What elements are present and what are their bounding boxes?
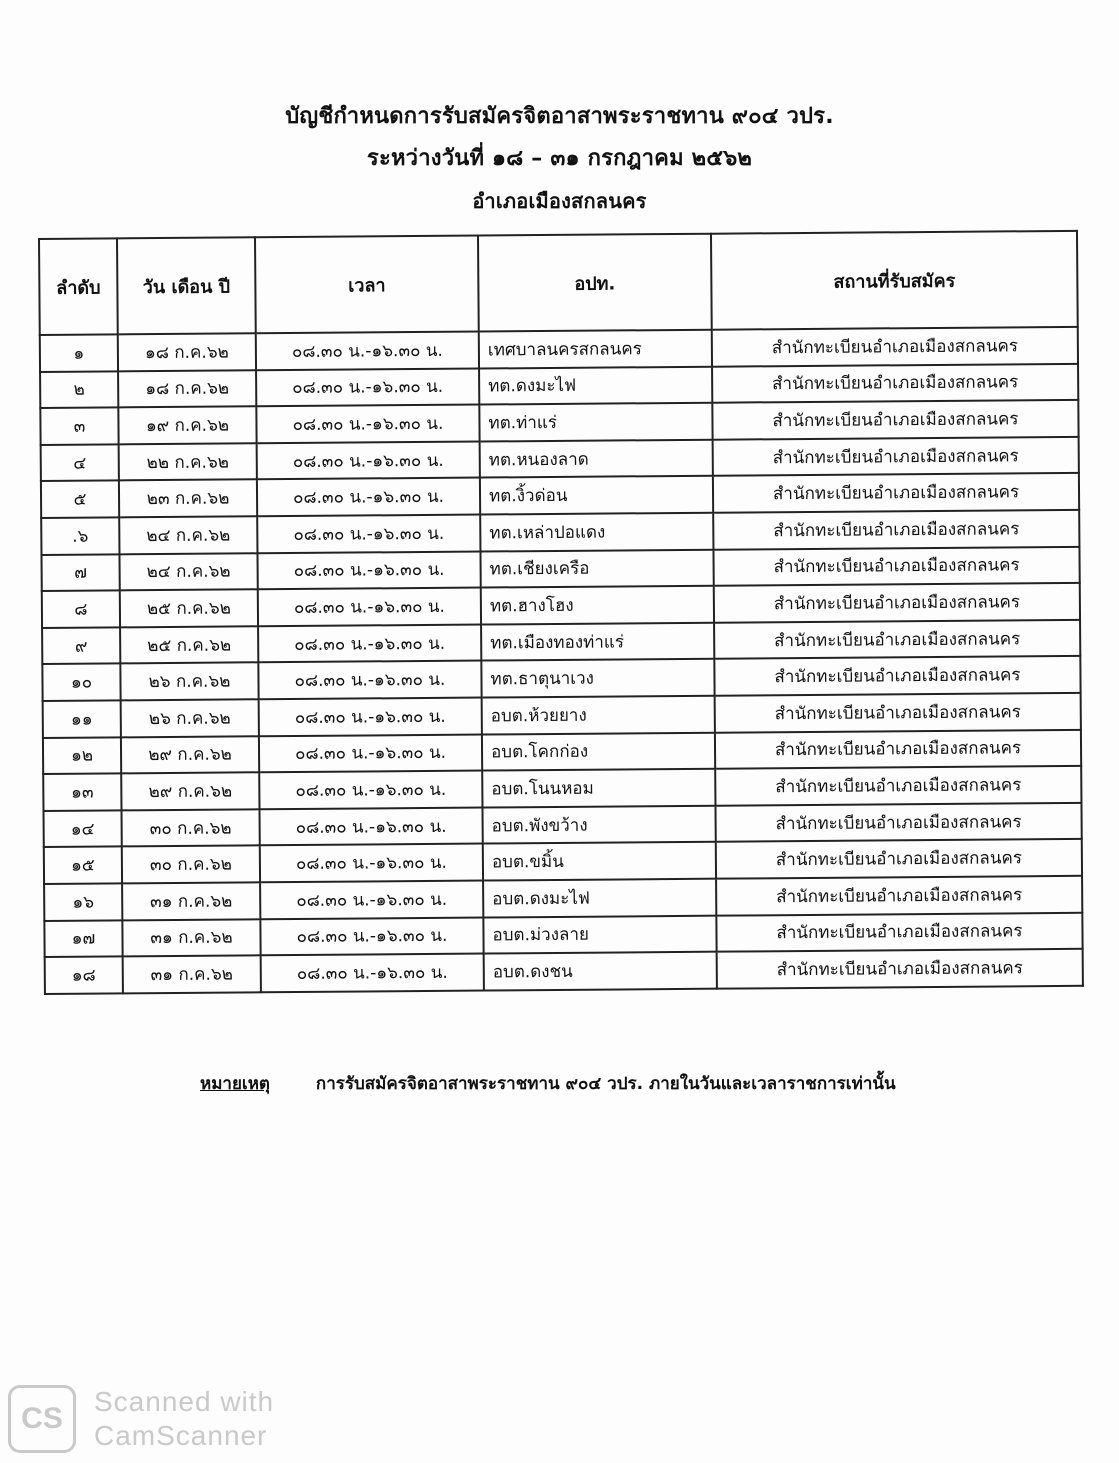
- cell-date: ๓๑ ก.ค.๖๒: [122, 882, 260, 920]
- cell-org: อบต.พังขว้าง: [482, 805, 715, 843]
- document-title: บัญชีกำหนดการรับสมัครจิตอาสาพระราชทาน ๙๐๔ วปร.: [285, 104, 834, 129]
- cell-place: สำนักทะเบียนอำเภอเมืองสกลนคร: [716, 839, 1082, 878]
- cell-no: ๑: [40, 334, 118, 371]
- watermark-line1: Scanned with: [94, 1386, 275, 1417]
- note-label: หมายเหตุ: [200, 1074, 270, 1094]
- cell-date: ๒๕ ก.ค.๖๒: [120, 626, 258, 664]
- cell-no: ๓: [40, 408, 118, 445]
- cell-no: ๑๗: [44, 920, 122, 957]
- cell-place: สำนักทะเบียนอำเภอเมืองสกลนคร: [714, 656, 1080, 695]
- cell-date: ๒๔ ก.ค.๖๒: [119, 516, 257, 554]
- header-place: สถานที่รับสมัคร: [711, 231, 1078, 330]
- cell-org: ทต.งิ้วด่อน: [480, 476, 713, 514]
- cell-org: ทต.ท่าแร่: [479, 403, 712, 441]
- cell-no: ๑๑: [43, 700, 121, 737]
- scanner-watermark: [8, 1385, 274, 1453]
- cell-org: อบต.ม่วงลาย: [483, 915, 716, 953]
- header-no: ลำดับ: [39, 238, 118, 335]
- cell-time: ๐๘.๓๐ น.-๑๖.๓๐ น.: [261, 954, 484, 992]
- cell-date: ๒๓ ก.ค.๖๒: [119, 480, 257, 518]
- cell-place: สำนักทะเบียนอำเภอเมืองสกลนคร: [716, 912, 1082, 951]
- header-date: วัน เดือน ปี: [117, 237, 256, 334]
- document-title-block: [0, 96, 1119, 222]
- cell-org: ทต.ฮางโฮง: [481, 586, 714, 624]
- table-row: [45, 949, 1083, 994]
- cell-org: เทศบาลนครสกลนคร: [479, 330, 712, 368]
- cell-place: สำนักทะเบียนอำเภอเมืองสกลนคร: [715, 766, 1081, 805]
- cell-no: ๑๓: [43, 773, 121, 810]
- cell-date: ๓๐ ก.ค.๖๒: [122, 846, 260, 884]
- header-org: อปท.: [478, 234, 712, 332]
- cell-org: อบต.โคกก่อง: [482, 732, 715, 770]
- cell-no: ๑๔: [43, 810, 121, 847]
- cell-time: ๐๘.๓๐ น.-๑๖.๓๐ น.: [257, 551, 480, 589]
- cell-time: ๐๘.๓๐ น.-๑๖.๓๐ น.: [257, 441, 480, 479]
- date-range-subtitle: ระหว่างวันที่ ๑๘ – ๓๑ กรกฎาคม ๒๕๖๒: [366, 146, 753, 171]
- cell-time: ๐๘.๓๐ น.-๑๖.๓๐ น.: [256, 405, 479, 443]
- cell-no: ๕: [41, 481, 119, 518]
- cell-date: ๒๙ ก.ค.๖๒: [121, 772, 259, 810]
- cell-date: ๒๙ ก.ค.๖๒: [121, 736, 259, 774]
- cell-time: ๐๘.๓๐ น.-๑๖.๓๐ น.: [257, 478, 480, 516]
- cell-no: ๑๘: [45, 956, 123, 993]
- table-body: [40, 327, 1083, 994]
- cell-time: ๐๘.๓๐ น.-๑๖.๓๐ น.: [259, 807, 482, 845]
- cell-date: ๒๔ ก.ค.๖๒: [119, 553, 257, 591]
- cell-time: ๐๘.๓๐ น.-๑๖.๓๐ น.: [258, 624, 481, 662]
- watermark-line2: CamScanner: [94, 1420, 268, 1451]
- cell-place: สำนักทะเบียนอำเภอเมืองสกลนคร: [715, 693, 1081, 732]
- camscanner-logo-icon: CS: [8, 1385, 76, 1453]
- cell-org: อบต.ห้วยยาง: [482, 696, 715, 734]
- cell-date: ๑๘ ก.ค.๖๒: [118, 370, 256, 408]
- cell-org: ทต.เชียงเครือ: [480, 549, 713, 587]
- cell-place: สำนักทะเบียนอำเภอเมืองสกลนคร: [713, 437, 1079, 476]
- cell-org: ทต.เมืองทองท่าแร่: [481, 622, 714, 660]
- cell-no: ๒: [40, 371, 118, 408]
- table-header-row: [39, 231, 1078, 335]
- cell-time: ๐๘.๓๐ น.-๑๖.๓๐ น.: [259, 771, 482, 809]
- cell-time: ๐๘.๓๐ น.-๑๖.๓๐ น.: [260, 844, 483, 882]
- cell-no: .๖: [41, 517, 119, 554]
- cell-no: ๙: [42, 627, 120, 664]
- cell-place: สำนักทะเบียนอำเภอเมืองสกลนคร: [713, 546, 1079, 585]
- cell-date: ๓๑ ก.ค.๖๒: [123, 955, 261, 993]
- cell-place: สำนักทะเบียนอำเภอเมืองสกลนคร: [712, 400, 1078, 439]
- cell-no: ๑๖: [44, 883, 122, 920]
- cell-time: ๐๘.๓๐ น.-๑๖.๓๐ น.: [260, 917, 483, 955]
- cell-org: อบต.ดงมะไฟ: [483, 879, 716, 917]
- cell-time: ๐๘.๓๐ น.-๑๖.๓๐ น.: [260, 880, 483, 918]
- cell-place: สำนักทะเบียนอำเภอเมืองสกลนคร: [714, 620, 1080, 659]
- cell-org: ทต.ดงมะไฟ: [479, 366, 712, 404]
- cell-place: สำนักทะเบียนอำเภอเมืองสกลนคร: [715, 729, 1081, 768]
- cell-date: ๓๐ ก.ค.๖๒: [121, 809, 259, 847]
- cell-place: สำนักทะเบียนอำเภอเมืองสกลนคร: [715, 803, 1081, 842]
- cell-org: อบต.ขมิ้น: [483, 842, 716, 880]
- cell-date: ๓๑ ก.ค.๖๒: [122, 919, 260, 957]
- cell-place: สำนักทะเบียนอำเภอเมืองสกลนคร: [716, 876, 1082, 915]
- cell-time: ๐๘.๓๐ น.-๑๖.๓๐ น.: [256, 332, 479, 370]
- cell-no: ๑๐: [42, 664, 120, 701]
- cell-time: ๐๘.๓๐ น.-๑๖.๓๐ น.: [258, 661, 481, 699]
- cell-date: ๑๘ ก.ค.๖๒: [118, 333, 256, 371]
- cell-org: อบต.โนนหอม: [482, 769, 715, 807]
- cell-no: ๑๕: [44, 847, 122, 884]
- cell-time: ๐๘.๓๐ น.-๑๖.๓๐ น.: [259, 697, 482, 735]
- note: [200, 1070, 896, 1097]
- cell-org: ทต.หนองลาด: [480, 439, 713, 477]
- cell-time: ๐๘.๓๐ น.-๑๖.๓๐ น.: [256, 368, 479, 406]
- cell-place: สำนักทะเบียนอำเภอเมืองสกลนคร: [714, 583, 1080, 622]
- cell-date: ๒๖ ก.ค.๖๒: [121, 699, 259, 737]
- cell-place: สำนักทะเบียนอำเภอเมืองสกลนคร: [717, 949, 1083, 988]
- cell-place: สำนักทะเบียนอำเภอเมืองสกลนคร: [713, 510, 1079, 549]
- cell-date: ๒๕ ก.ค.๖๒: [120, 589, 258, 627]
- cell-time: ๐๘.๓๐ น.-๑๖.๓๐ น.: [258, 588, 481, 626]
- cell-date: ๒๒ ก.ค.๖๒: [119, 443, 257, 481]
- note-text: การรับสมัครจิตอาสาพระราชทาน ๙๐๔ วปร. ภายในวันและเวลาราชการเท่านั้น: [315, 1074, 896, 1094]
- cell-place: สำนักทะเบียนอำเภอเมืองสกลนคร: [712, 363, 1078, 402]
- district-subtitle: อำเภอเมืองสกลนคร: [472, 189, 647, 213]
- cell-no: ๑๒: [43, 737, 121, 774]
- cell-time: ๐๘.๓๐ น.-๑๖.๓๐ น.: [259, 734, 482, 772]
- registration-schedule-table: [38, 230, 1084, 995]
- cell-place: สำนักทะเบียนอำเภอเมืองสกลนคร: [713, 473, 1079, 512]
- cell-date: ๑๙ ก.ค.๖๒: [118, 406, 256, 444]
- header-time: เวลา: [255, 236, 479, 334]
- cell-place: สำนักทะเบียนอำเภอเมืองสกลนคร: [712, 327, 1078, 366]
- cell-org: ทต.เหล่าปอแดง: [480, 513, 713, 551]
- cell-org: ทต.ธาตุนาเวง: [481, 659, 714, 697]
- cell-no: ๗: [41, 554, 119, 591]
- cell-org: อบต.ดงชน: [484, 952, 717, 990]
- cell-time: ๐๘.๓๐ น.-๑๖.๓๐ น.: [257, 515, 480, 553]
- cell-no: ๔: [41, 444, 119, 481]
- cell-date: ๒๖ ก.ค.๖๒: [120, 663, 258, 701]
- cell-no: ๘: [42, 591, 120, 628]
- watermark-text: [94, 1385, 274, 1453]
